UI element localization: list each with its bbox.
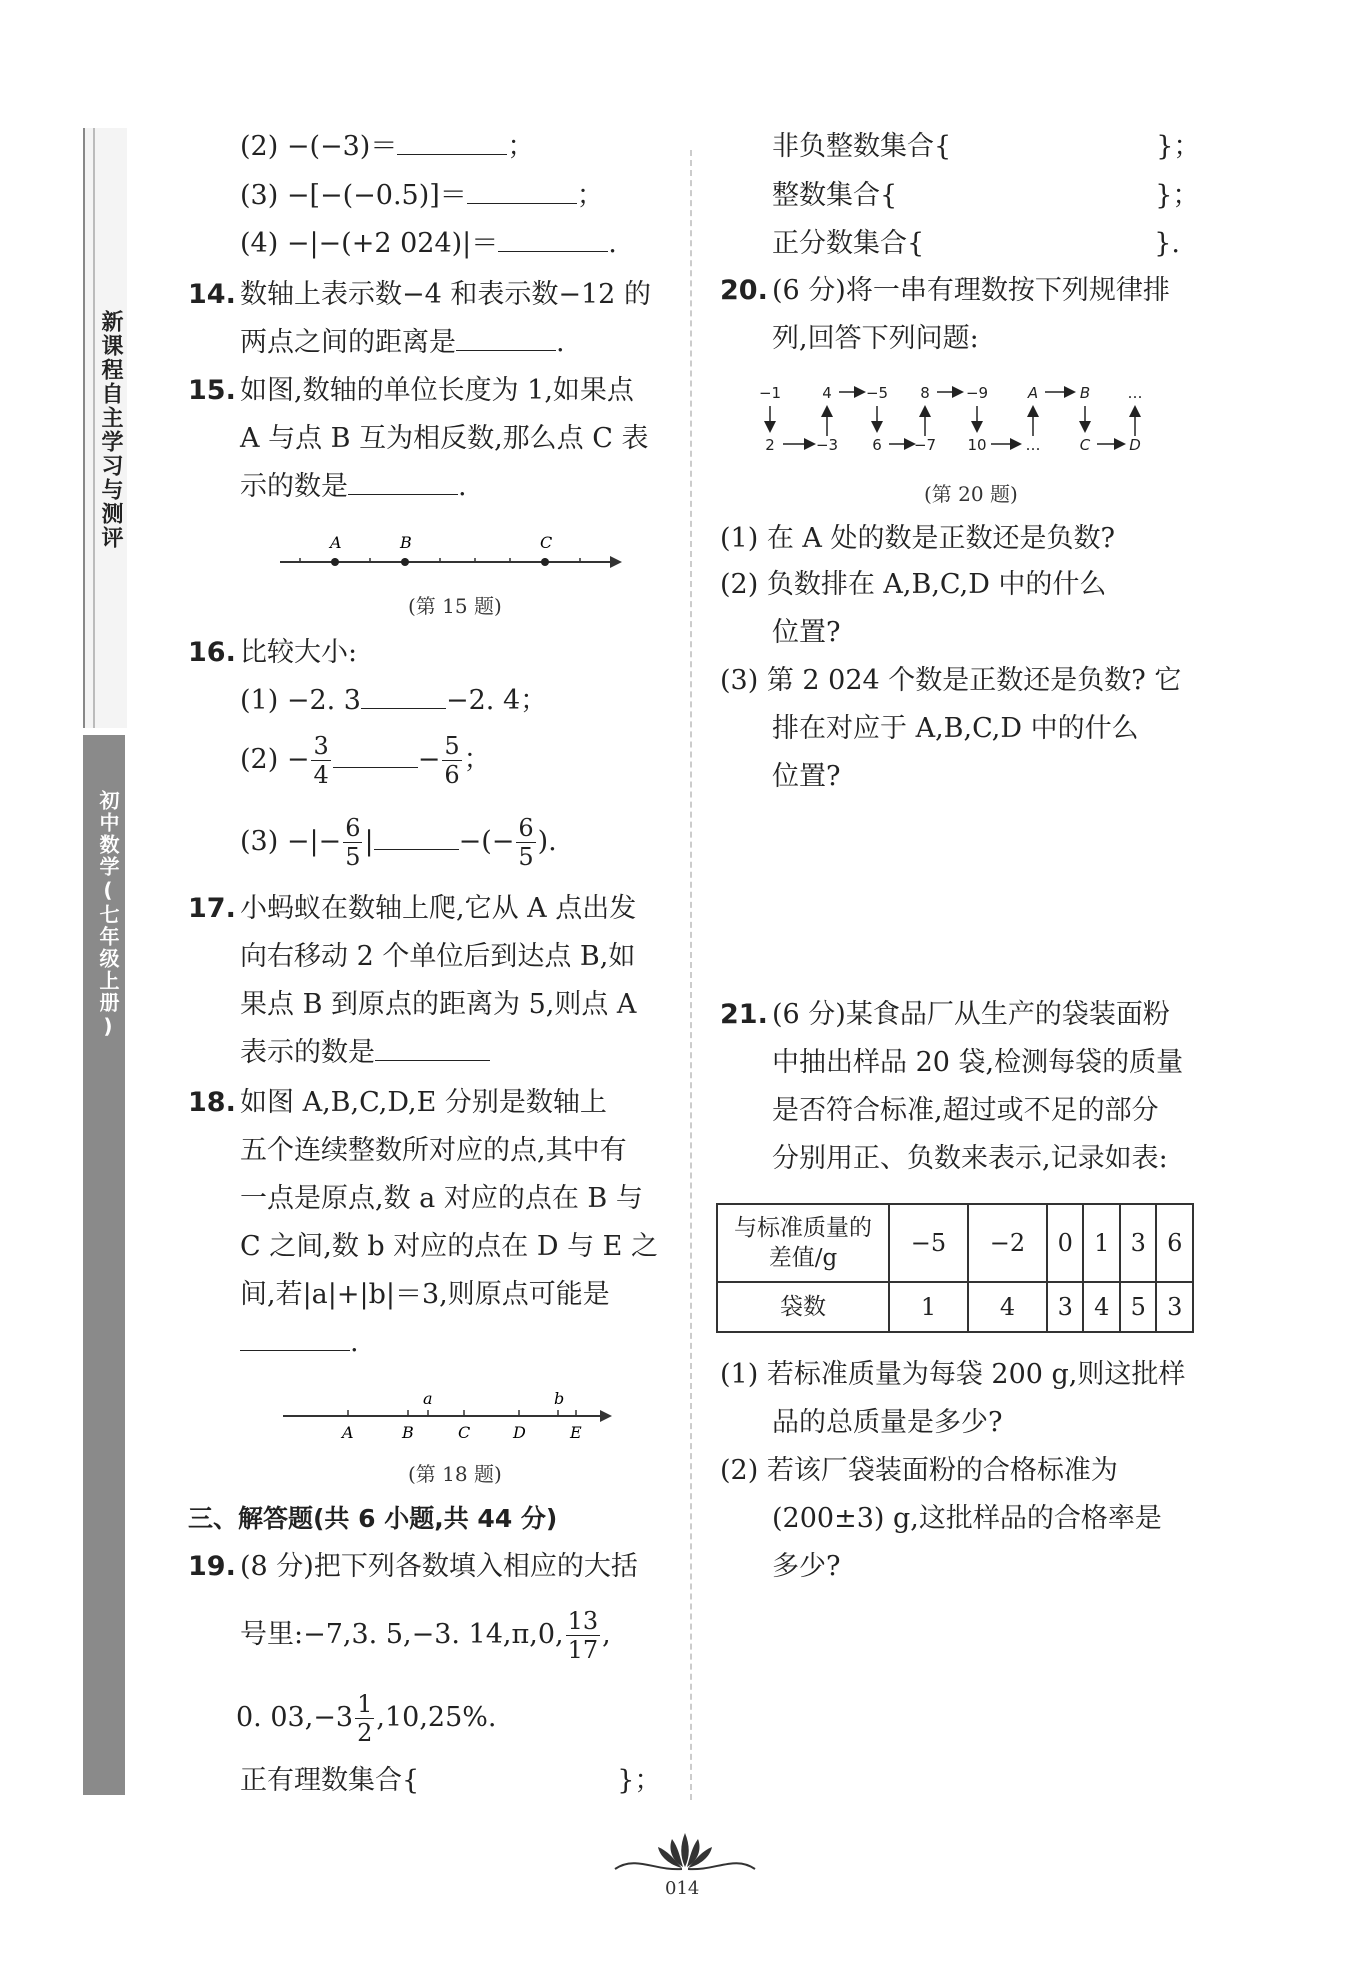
- point-b: [401, 558, 409, 566]
- answer-blank: [456, 324, 556, 351]
- answer-blank: [348, 468, 458, 495]
- top-5: −9: [965, 384, 989, 402]
- table-cell: 0: [1047, 1204, 1084, 1282]
- q20-line2: 列,回答下列问题:: [772, 323, 979, 354]
- var-b: b: [554, 1389, 565, 1408]
- q21-line4: 分别用正、负数来表示,记录如表:: [772, 1143, 1168, 1174]
- q16-part1: (1) −2. 3 −2. 4；: [240, 682, 547, 720]
- q18-line2: 五个连续整数所对应的点,其中有: [240, 1135, 627, 1166]
- q18-line3: 一点是原点,数 a 对应的点在 B 与: [240, 1183, 643, 1214]
- q19-set-positive-fraction: 正分数集合{ }.: [772, 228, 1180, 259]
- q20-line1: (6 分)将一串有理数按下列规律排: [772, 275, 1170, 306]
- table-cell: 3: [1120, 1204, 1157, 1282]
- figure-18-caption: (第 18 题): [408, 1462, 502, 1486]
- q17-line3: 果点 B 到原点的距离为 5,则点 A: [240, 989, 637, 1020]
- bot-d: D: [1129, 436, 1141, 454]
- q21-table: [716, 1203, 1194, 1333]
- q16-part3: (3) −|− $\frac{6}{5}$ | −(− $\frac{6}{5}$ ).: [240, 814, 557, 871]
- q20-part3-line2: 排在对应于 A,B,C,D 中的什么: [772, 713, 1139, 744]
- q19-set-nonnegative-integer: 非负整数集合{ }；: [772, 131, 1201, 162]
- bot-3: 6: [872, 436, 882, 454]
- q14-number: 14.: [188, 279, 236, 310]
- q21-part2-line2: (200±3) g,这批样品的合格率是: [772, 1503, 1162, 1534]
- table-cell: 3: [1156, 1282, 1193, 1332]
- q16-part2: (2) − $\frac{3}{4}$ − $\frac{5}{6}$ ；: [240, 732, 491, 789]
- q21-part2-line1: (2) 若该厂袋装面粉的合格标准为: [720, 1455, 1118, 1486]
- bot-4: −7: [913, 436, 937, 454]
- page-number: 014: [665, 1878, 700, 1899]
- q17-line4: 表示的数是: [240, 1034, 490, 1072]
- q15-line3: 示的数是 .: [240, 468, 467, 506]
- q16-number: 16.: [188, 637, 236, 668]
- point-a: [331, 558, 339, 566]
- answer-blank: [467, 177, 577, 204]
- q13-part3: (3) −[−(−0.5)]＝ ；: [240, 177, 604, 215]
- answer-blank: [498, 225, 608, 252]
- table-cell: 4: [1083, 1282, 1120, 1332]
- table-cell: 3: [1047, 1282, 1084, 1332]
- q14-line1: 数轴上表示数−4 和表示数−12 的: [240, 279, 651, 310]
- top-3: −5: [865, 384, 889, 402]
- top-a: A: [1027, 384, 1039, 402]
- top-4: 8: [920, 384, 930, 402]
- q18-number: 18.: [188, 1087, 236, 1118]
- q21-part1-line1: (1) 若标准质量为每袋 200 g,则这批样: [720, 1359, 1186, 1390]
- table-row: [717, 1282, 1193, 1332]
- q20-part3-line3: 位置?: [772, 761, 841, 792]
- label-e: E: [570, 1423, 582, 1442]
- figure-15-caption: (第 15 题): [408, 594, 502, 618]
- q15-line2: A 与点 B 互为相反数,那么点 C 表: [240, 423, 649, 454]
- q16-title: 比较大小:: [240, 637, 358, 668]
- q20-part2-line2: 位置?: [772, 617, 841, 648]
- table-cell: −5: [889, 1204, 968, 1282]
- q13-part2: (2) −(−3)＝ ；: [240, 128, 534, 166]
- figure-20-pattern: [755, 378, 1155, 458]
- figure-18-number-line: [278, 1382, 628, 1442]
- q14-line2: 两点之间的距离是 .: [240, 324, 565, 362]
- q21-part2-line3: 多少?: [772, 1551, 841, 1582]
- q18-line1: 如图 A,B,C,D,E 分别是数轴上: [240, 1087, 607, 1118]
- top-b: B: [1079, 384, 1091, 402]
- answer-blank: [240, 1324, 350, 1351]
- q19-set-integer: 整数集合{ }；: [772, 180, 1200, 211]
- q15-number: 15.: [188, 375, 236, 406]
- q20-part3-line1: (3) 第 2 024 个数是正数还是负数? 它: [720, 665, 1182, 696]
- q19-set-positive-rational: 正有理数集合{ }；: [240, 1765, 662, 1796]
- answer-blank: [375, 1034, 490, 1061]
- q21-line1: (6 分)某食品厂从生产的袋装面粉: [772, 999, 1170, 1030]
- q18-line5: 间,若|a|+|b|＝3,则原点可能是: [240, 1279, 610, 1310]
- q19-line2: 号里:−7,3. 5,−3. 14,π,0, $\frac{13}{17}$ ,: [240, 1607, 611, 1664]
- table-row: [717, 1204, 1193, 1282]
- footer-ornament: [610, 1825, 760, 1875]
- label-a: A: [330, 533, 342, 552]
- top-ellipsis: …: [1127, 384, 1143, 402]
- figure-15-number-line: [270, 528, 630, 578]
- answer-blank: [361, 682, 446, 709]
- bot-5: 10: [967, 436, 987, 454]
- q21-line2: 中抽出样品 20 袋,检测每袋的质量: [772, 1047, 1184, 1078]
- top-2: 4: [822, 384, 832, 402]
- q19-number: 19.: [188, 1551, 236, 1582]
- table-cell: −2: [968, 1204, 1047, 1282]
- q17-line2: 向右移动 2 个单位后到达点 B,如: [240, 941, 636, 972]
- bot-c: C: [1079, 436, 1091, 454]
- table-header-diff: 与标准质量的 差值/g: [717, 1204, 889, 1282]
- q20-part1: (1) 在 A 处的数是正数还是负数?: [720, 523, 1115, 554]
- table-cell: 4: [968, 1282, 1047, 1332]
- q21-line3: 是否符合标准,超过或不足的部分: [772, 1095, 1159, 1126]
- label-b: B: [402, 1423, 414, 1442]
- q13-part4: (4) −|−(+2 024)|＝ .: [240, 225, 617, 263]
- q18-line6: .: [240, 1324, 359, 1362]
- q19-line3: 0. 03,−3 $\frac{1}{2}$ ,10,25%.: [236, 1690, 497, 1747]
- series-title: 新课程自主学习与测评: [98, 310, 123, 550]
- bot-ellipsis: …: [1025, 436, 1041, 454]
- label-c: C: [540, 533, 553, 552]
- q18-line4: C 之间,数 b 对应的点在 D 与 E 之: [240, 1231, 658, 1262]
- table-cell: 1: [889, 1282, 968, 1332]
- var-a: a: [423, 1389, 433, 1408]
- q17-line1: 小蚂蚁在数轴上爬,它从 A 点出发: [240, 893, 637, 924]
- column-divider: [690, 150, 692, 1800]
- answer-blank: [333, 741, 418, 768]
- label-d: D: [513, 1423, 526, 1442]
- label-c: C: [458, 1423, 471, 1442]
- table-header-bags: 袋数: [717, 1282, 889, 1332]
- bot-1: 2: [765, 436, 775, 454]
- answer-blank: [397, 128, 507, 155]
- book-title: 初中数学(七年级上册): [96, 790, 120, 1040]
- q19-line1: (8 分)把下列各数填入相应的大括: [240, 1551, 638, 1582]
- q20-part2-line1: (2) 负数排在 A,B,C,D 中的什么: [720, 569, 1107, 600]
- bot-2: −3: [815, 436, 839, 454]
- q21-part1-line2: 品的总质量是多少?: [772, 1407, 1003, 1438]
- label-a: A: [342, 1423, 354, 1442]
- table-cell: 6: [1156, 1204, 1193, 1282]
- point-c: [541, 558, 549, 566]
- q20-number: 20.: [720, 275, 768, 306]
- q15-line1: 如图,数轴的单位长度为 1,如果点: [240, 375, 634, 406]
- q21-number: 21.: [720, 999, 768, 1030]
- table-cell: 1: [1083, 1204, 1120, 1282]
- q17-number: 17.: [188, 893, 236, 924]
- top-1: −1: [758, 384, 782, 402]
- section-3-heading: 三、解答题(共 6 小题,共 44 分): [188, 1504, 558, 1533]
- table-cell: 5: [1120, 1282, 1157, 1332]
- figure-20-caption: (第 20 题): [924, 482, 1018, 506]
- answer-blank: [374, 823, 459, 850]
- label-b: B: [400, 533, 412, 552]
